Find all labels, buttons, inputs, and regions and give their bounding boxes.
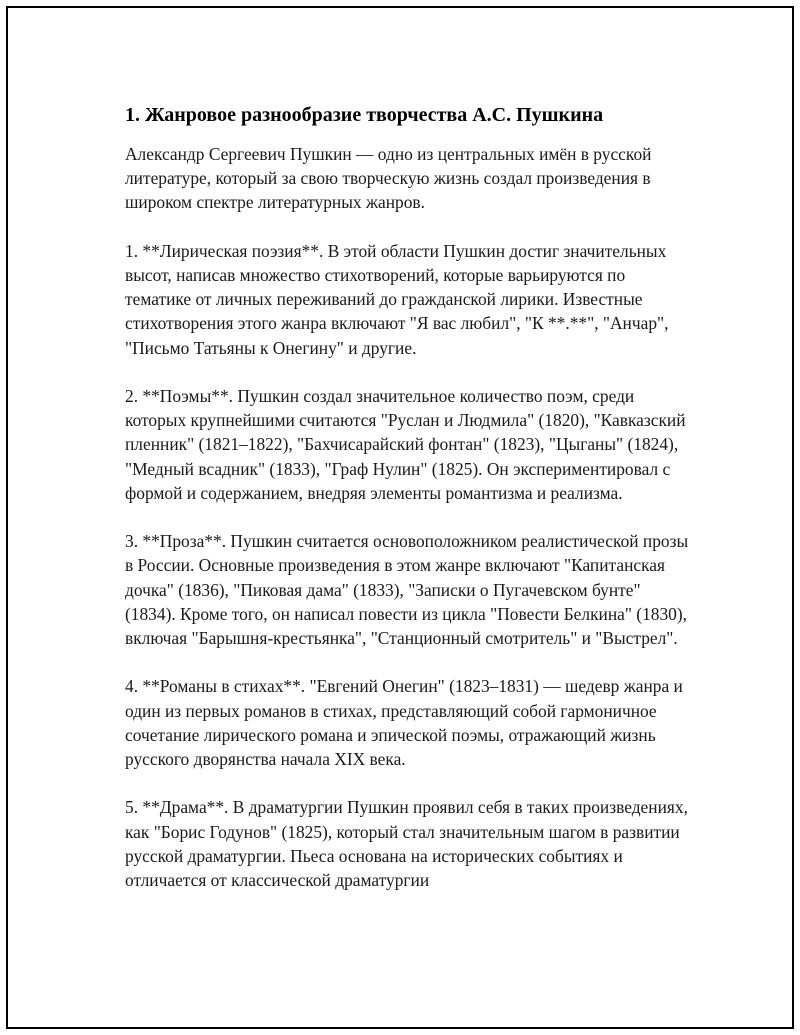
drama-paragraph: 5. **Драма**. В драматургии Пушкин проявил себя в таких произведениях, как "Борис Годунов" (1825), который стал значительным шагом в развитии русской драматургии. Пьеса основана на исторических событиях и отличается от классической драматургии [125, 797, 688, 891]
page-frame [6, 6, 794, 1029]
section-heading: 1. Жанровое разнообразие творчества А.С. Пушкина [125, 104, 604, 126]
prose-paragraph: 3. **Проза**. Пушкин считается основоположником реалистической прозы в России. Основные произведения в этом жанре включают "Капитанская дочка" (1836), "Пиковая дама" (1833), "Записки о Пугачевском бунте" (1834). Кроме того, он написал повести из цикла "Повести Белкина" (1830), включая "Барышня-крестьянка", "Станционный смотритель" и "Выстрел". [125, 531, 689, 649]
lyric-poetry-paragraph: 1. **Лирическая поэзия**. В этой области Пушкин достиг значительных высот, написав множество стихотворений, которые варьируются по тематике от личных переживаний до гражданской лирики. Известные стихотворения этого жанра включают "Я вас любил", "К **.**", "Анчар", "Письмо Татьяны к Онегину" и другие. [125, 240, 669, 358]
poems-paragraph: 2. **Поэмы**. Пушкин создал значительное количество поэм, среди которых крупнейшими считаются "Руслан и Людмила" (1820), "Кавказский пленник" (1821–1822), "Бахчисарайский фонтан" (1823), "Цыганы" (1824), "Медный всадник" (1833), "Граф Нулин" (1825). Он экспериментировал с формой и содержанием, внедряя элементы романтизма и реализма. [125, 386, 686, 503]
intro-paragraph: Александр Сергеевич Пушкин — одно из центральных имён в русской литературе, который за свою творческую жизнь создал произведения в широком спектре литературных жанров. [125, 144, 652, 213]
document-content [125, 101, 691, 916]
verse-novels-paragraph: 4. **Романы в стихах**. "Евгений Онегин" (1823–1831) — шедевр жанра и один из первых романов в стихах, представляющий собой гармоничное сочетание лирического романа и эпической поэмы, отражающий жизнь русского дворянства начала XIX века. [125, 676, 683, 770]
